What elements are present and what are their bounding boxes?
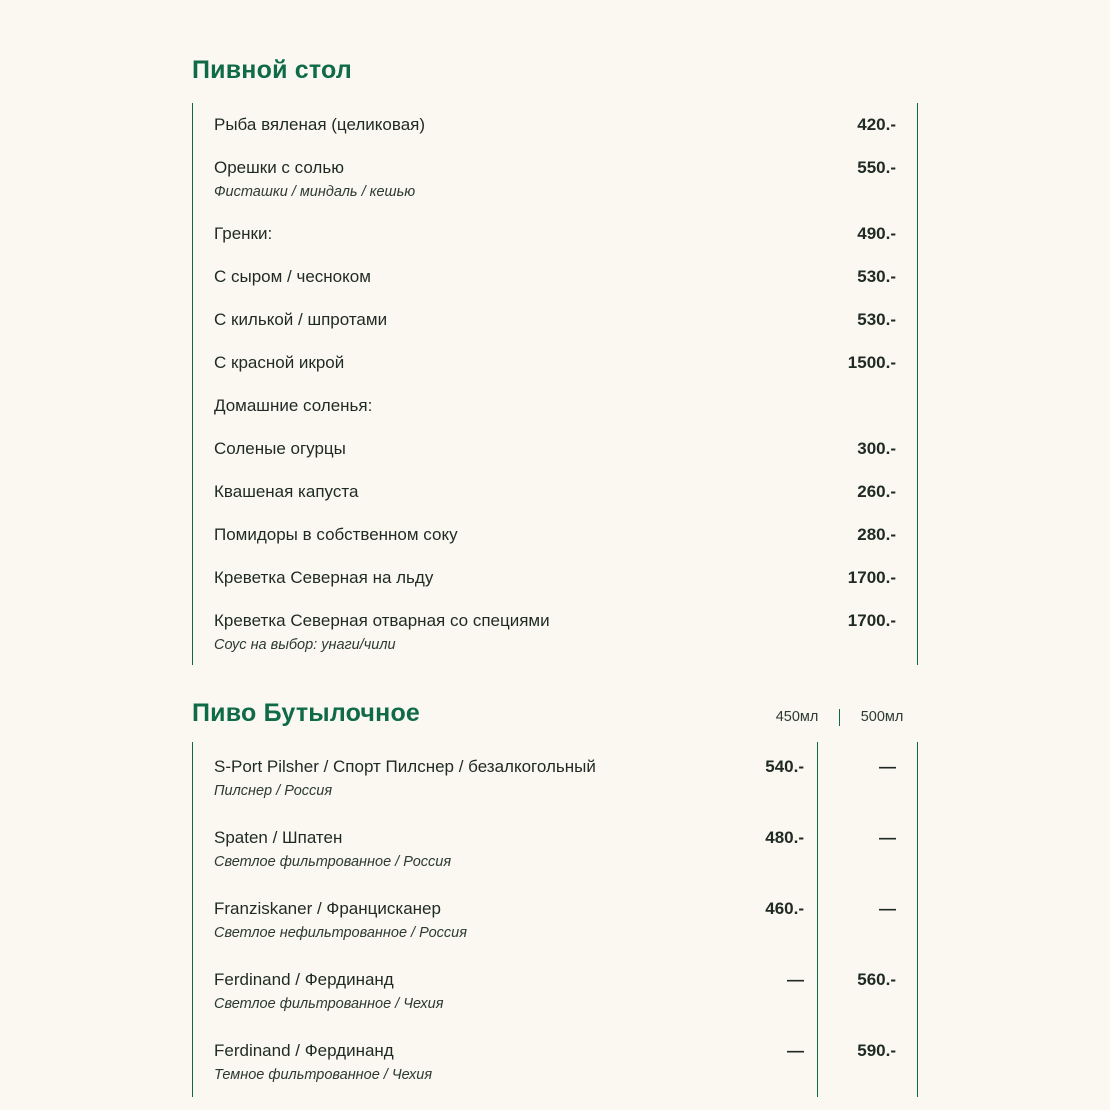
list-item <box>192 427 918 470</box>
list-item <box>192 212 918 255</box>
list-item <box>192 742 918 813</box>
item-name <box>214 157 776 202</box>
item-name <box>214 826 718 872</box>
item-name: Квашеная капуста <box>214 482 359 501</box>
snacks-list <box>192 103 918 665</box>
item-price-500: 560.- <box>857 970 896 989</box>
snacks-left-rule <box>192 103 193 665</box>
list-item <box>192 1026 918 1097</box>
item-name <box>214 1039 718 1085</box>
item-description: Светлое нефильтрованное / Россия <box>214 925 467 941</box>
item-name <box>214 968 718 1014</box>
item-name: Гренки: <box>214 224 273 243</box>
item-name <box>214 897 718 943</box>
item-name: Домашние соленья: <box>214 396 373 415</box>
item-name: Соленые огурцы <box>214 439 346 458</box>
beer-right-rule <box>917 742 918 1097</box>
item-price: 260.- <box>857 482 896 501</box>
volume-header-500: 500мл <box>860 709 904 725</box>
item-price-500: — <box>879 757 896 776</box>
list-item <box>192 513 918 556</box>
item-name: С килькой / шпротами <box>214 310 388 329</box>
snacks-right-rule <box>917 103 918 665</box>
item-description: Светлое фильтрованное / Россия <box>214 854 452 870</box>
beer-block <box>192 742 918 1097</box>
section-title-beer: Пиво Бутылочное <box>192 699 421 727</box>
item-name-text: Ferdinand / Фердинанд <box>214 970 394 989</box>
section-title-snacks: Пивной стол <box>192 56 352 84</box>
item-description: Темное фильтрованное / Чехия <box>214 1067 433 1083</box>
item-description: Пилснер / Россия <box>214 783 333 799</box>
snacks-block <box>192 103 918 665</box>
item-price: 420.- <box>857 115 896 134</box>
item-name-text: Креветка Северная отварная со специями <box>214 611 550 630</box>
beer-header <box>192 699 918 728</box>
item-description: Светлое фильтрованное / Чехия <box>214 996 444 1012</box>
item-name-text: Орешки с солью <box>214 158 344 177</box>
item-name-text: S-Port Pilsher / Спорт Пилснер / безалкогольный <box>214 757 596 776</box>
item-price-450: 540.- <box>765 757 804 776</box>
list-item <box>192 298 918 341</box>
item-price: 1700.- <box>847 568 896 587</box>
item-name-text: Ferdinand / Фердинанд <box>214 1041 394 1060</box>
list-item <box>192 813 918 884</box>
list-item <box>192 884 918 955</box>
item-price-450: 460.- <box>765 899 804 918</box>
item-price-450: — <box>787 970 804 989</box>
item-price: 1500.- <box>847 353 896 372</box>
item-price: 490.- <box>857 224 896 243</box>
item-price: 280.- <box>857 525 896 544</box>
item-price: 530.- <box>857 310 896 329</box>
list-item <box>192 146 918 212</box>
beer-middle-rule <box>817 742 818 1097</box>
item-price-500: 590.- <box>857 1041 896 1060</box>
item-name <box>214 755 718 801</box>
item-name: Рыба вяленая (целиковая) <box>214 115 426 134</box>
item-price: 300.- <box>857 439 896 458</box>
volume-header-divider <box>839 709 840 726</box>
item-price-500: — <box>879 899 896 918</box>
item-description: Фисташки / миндаль / кешью <box>214 184 416 200</box>
item-name <box>214 610 776 655</box>
item-price: 530.- <box>857 267 896 286</box>
volume-header-450: 450мл <box>775 709 819 725</box>
item-name-text: Spaten / Шпатен <box>214 828 343 847</box>
item-name: Помидоры в собственном соку <box>214 525 458 544</box>
list-item <box>192 556 918 599</box>
beer-left-rule <box>192 742 193 1097</box>
list-item <box>192 384 918 427</box>
item-price: 1700.- <box>847 611 896 630</box>
list-item <box>192 255 918 298</box>
list-item <box>192 599 918 665</box>
volume-column-headers <box>761 709 918 728</box>
list-item <box>192 103 918 146</box>
item-name-text: Franziskaner / Францисканер <box>214 899 441 918</box>
item-name: С красной икрой <box>214 353 345 372</box>
item-price: 550.- <box>857 158 896 177</box>
item-price-450: 480.- <box>765 828 804 847</box>
item-price-450: — <box>787 1041 804 1060</box>
item-name: Креветка Северная на льду <box>214 568 434 587</box>
beer-list <box>192 742 918 1097</box>
item-name: С сыром / чесноком <box>214 267 371 286</box>
list-item <box>192 955 918 1026</box>
list-item <box>192 470 918 513</box>
list-item <box>192 341 918 384</box>
item-price-500: — <box>879 828 896 847</box>
item-description: Соус на выбор: унаги/чили <box>214 637 396 653</box>
